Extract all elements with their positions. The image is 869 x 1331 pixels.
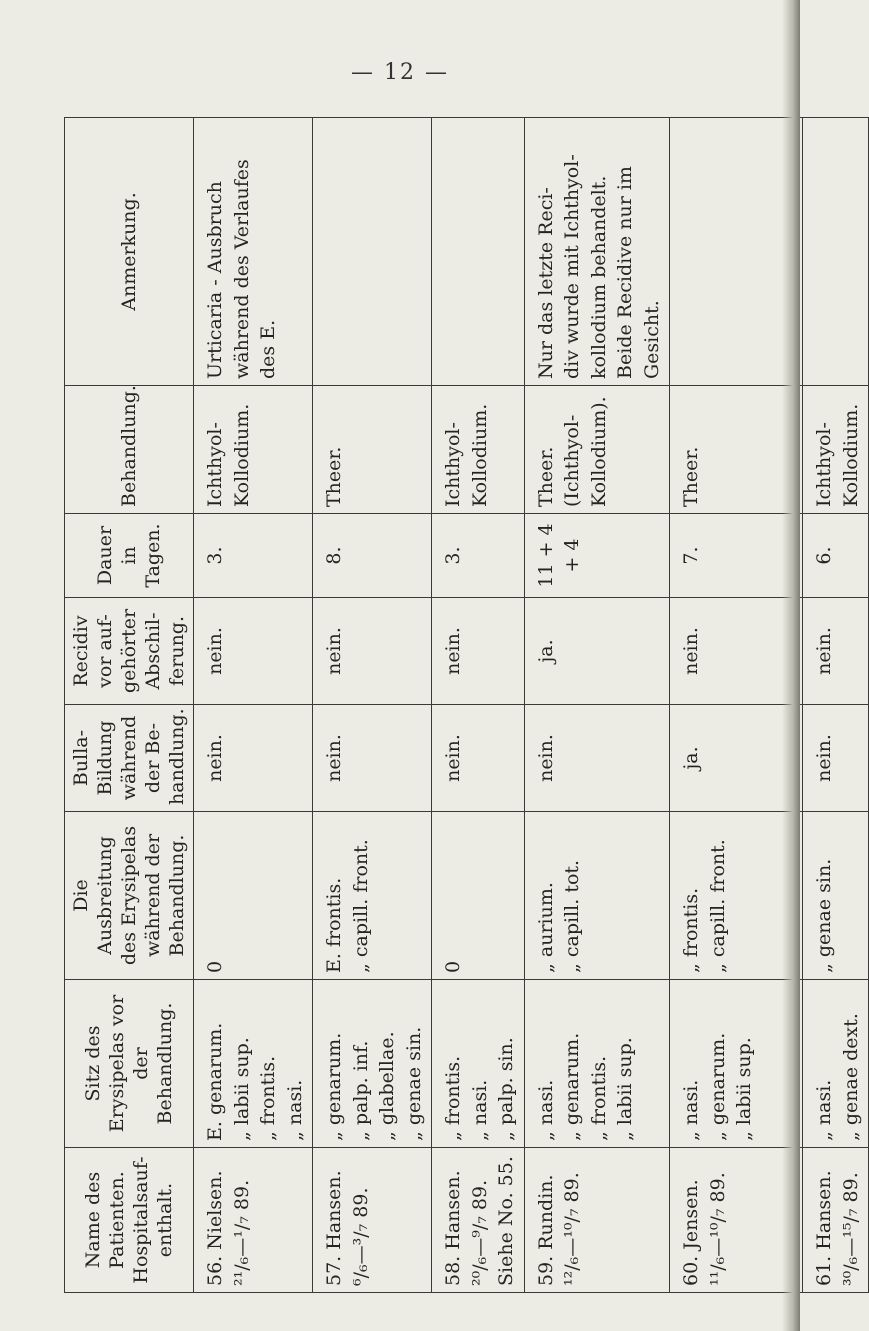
cell-line: „ frontis. [257, 1055, 279, 1141]
cell-dauer: 3. [432, 514, 525, 598]
cell-anmerkung [313, 118, 432, 386]
cell-behandlung [194, 386, 313, 514]
cell-line: 0 [442, 960, 464, 973]
page-number: — 12 — [351, 60, 449, 85]
cell-line: „ frontis. [680, 887, 702, 973]
cell-bulla: ja. [670, 705, 803, 812]
cell-line: ¹²/₆—¹⁰/₇ 89. [561, 1172, 583, 1286]
cell-line: „ labii sup. [733, 1037, 755, 1141]
header-behandlung: Behandlung. [65, 386, 194, 514]
cell-line: „ genarum. [323, 1032, 345, 1141]
cell-line: „ capill. front. [706, 839, 729, 973]
cell-line: Ichthyol- [442, 422, 464, 507]
cell-recidiv: nein. [432, 598, 525, 705]
cell-line: „ nasi. [680, 1079, 702, 1141]
cell-line: Kollodium. [839, 403, 862, 507]
cell-line: ³⁰/₆—¹⁵/₇ 89. [839, 1172, 862, 1286]
cell-line: Kollodium. [230, 403, 253, 507]
cell-line: Theer. [680, 446, 702, 507]
cell-line: E. frontis. [323, 877, 345, 973]
cell-line: E. genarum. [204, 1022, 226, 1141]
cell-recidiv: ja. [524, 598, 670, 705]
header-bulla: Bulla-Bildung während der Be-handlung. [65, 705, 194, 812]
cell-line: 56. Nielsen. [204, 1170, 226, 1286]
cell-name [803, 1148, 869, 1293]
cell-line: (Ichthyol- [561, 414, 583, 507]
cell-dauer: 3. [194, 514, 313, 598]
cell-bulla: nein. [313, 705, 432, 812]
cell-ausbreitung [313, 812, 432, 980]
cell-behandlung [803, 386, 869, 514]
cell-line: Theer. [323, 446, 345, 507]
cell-sitz [194, 980, 313, 1148]
cell-bulla: nein. [524, 705, 670, 812]
cell-line: ¹¹/₆—¹⁰/₇ 89. [706, 1172, 729, 1286]
cell-line: „ frontis. [587, 1055, 610, 1141]
cell-line: „ nasi. [468, 1079, 491, 1141]
cell-recidiv: nein. [313, 598, 432, 705]
cell-line: „ genae sin. [813, 858, 835, 973]
cell-anmerkung [194, 118, 313, 386]
table-row [803, 118, 869, 1293]
cell-line: kollodium behandelt. [587, 175, 610, 379]
cell-ausbreitung [432, 812, 525, 980]
cell-line: „ glabellae. [376, 1031, 398, 1141]
header-name: Name des Patienten. Hospitalsauf-enthalt. [65, 1148, 194, 1293]
cell-line: während des Verlaufes [230, 159, 253, 379]
cell-behandlung [524, 386, 670, 514]
cell-line: Nur das letzte Reci- [534, 187, 557, 379]
table-row [524, 118, 670, 1293]
cell-sitz [803, 980, 869, 1148]
cell-line: Ichthyol- [204, 422, 226, 507]
cell-line: „ capill. front. [349, 839, 372, 973]
cell-bulla: nein. [432, 705, 525, 812]
cell-anmerkung [432, 118, 525, 386]
cell-dauer: 8. [313, 514, 432, 598]
table-row [432, 118, 525, 1293]
cell-line: „ genarum. [561, 1032, 583, 1141]
cell-line: Ichthyol- [813, 422, 835, 507]
header-anmerkung: Anmerkung. [65, 118, 194, 386]
cell-line: „ aurium. [534, 882, 557, 973]
erysipelas-table [64, 117, 869, 1293]
cell-line: 59. Rundin. [534, 1174, 557, 1286]
cell-line: 61. Hansen. [813, 1170, 835, 1286]
cell-line: Gesicht. [640, 300, 663, 379]
cell-name [194, 1148, 313, 1293]
cell-line: ²⁰/₆—⁹/₇ 89. [468, 1179, 491, 1286]
cell-line: 57. Hansen. [323, 1170, 345, 1286]
cell-line: „ genarum. [706, 1032, 729, 1141]
cell-anmerkung [803, 118, 869, 386]
header-ausbreitung: Die Ausbreitung des Erysipelas während der Behandlung. [65, 812, 194, 980]
cell-ausbreitung [803, 812, 869, 980]
cell-line: „ nasi. [534, 1079, 557, 1141]
cell-line: 60. Jensen. [680, 1179, 702, 1286]
cell-line: „ palp. sin. [495, 1037, 517, 1141]
cell-behandlung [313, 386, 432, 514]
cell-line: ⁶/₆—³/₇ 89. [349, 1187, 372, 1286]
cell-recidiv: nein. [803, 598, 869, 705]
header-dauer: Dauer in Tagen. [65, 514, 194, 598]
cell-line: „ genae sin. [402, 1026, 425, 1141]
cell-line: „ labii sup. [230, 1037, 253, 1141]
table-row [313, 118, 432, 1293]
cell-bulla: nein. [194, 705, 313, 812]
cell-sitz [432, 980, 525, 1148]
cell-bulla: nein. [803, 705, 869, 812]
header-sitz: Sitz des Erysipelas vor der Behandlung. [65, 980, 194, 1148]
cell-name [313, 1148, 432, 1293]
cell-line: div wurde mit Ichthyol- [561, 154, 583, 379]
cell-ausbreitung [524, 812, 670, 980]
table-body [194, 118, 869, 1293]
cell-line: ²¹/₆—¹/₇ 89. [230, 1179, 253, 1286]
cell-sitz [524, 980, 670, 1148]
cell-recidiv: nein. [670, 598, 803, 705]
cell-line: „ frontis. [442, 1055, 464, 1141]
header-row [65, 118, 194, 1293]
cell-line: Beide Recidive nur im [614, 166, 636, 379]
table-row [194, 118, 313, 1293]
cell-name [524, 1148, 670, 1293]
cell-line: des E. [257, 319, 279, 379]
cell-line: Kollodium). [587, 396, 610, 507]
rotated-table-frame [64, 118, 862, 1293]
cell-line: Kollodium. [468, 403, 491, 507]
cell-line: Urticaria - Ausbruch [204, 181, 226, 379]
cell-sitz [313, 980, 432, 1148]
cell-dauer: 6. [803, 514, 869, 598]
cell-line: 58. Hansen. [442, 1170, 464, 1286]
cell-recidiv: nein. [194, 598, 313, 705]
cell-line: Theer. [534, 446, 557, 507]
cell-name [432, 1148, 525, 1293]
cell-line: „ labii sup. [614, 1037, 636, 1141]
cell-dauer: 7. [670, 514, 803, 598]
cell-ausbreitung [194, 812, 313, 980]
cell-line: 0 [204, 960, 226, 973]
header-recidiv: Recidiv vor auf-gehörter Abschil-ferung. [65, 598, 194, 705]
cell-line: „ genae dext. [839, 1013, 862, 1141]
page-edge-shadow [782, 0, 800, 1331]
cell-line: „ capill. tot. [561, 859, 583, 973]
cell-behandlung [432, 386, 525, 514]
cell-anmerkung [524, 118, 670, 386]
cell-line: Siehe No. 55. [495, 1156, 517, 1286]
cell-line: „ nasi. [813, 1079, 835, 1141]
cell-line: „ nasi. [283, 1079, 306, 1141]
cell-dauer: 11 + 4 + 4 [524, 514, 670, 598]
cell-line: „ palp. inf. [349, 1040, 372, 1141]
rotated-table [64, 118, 862, 1293]
